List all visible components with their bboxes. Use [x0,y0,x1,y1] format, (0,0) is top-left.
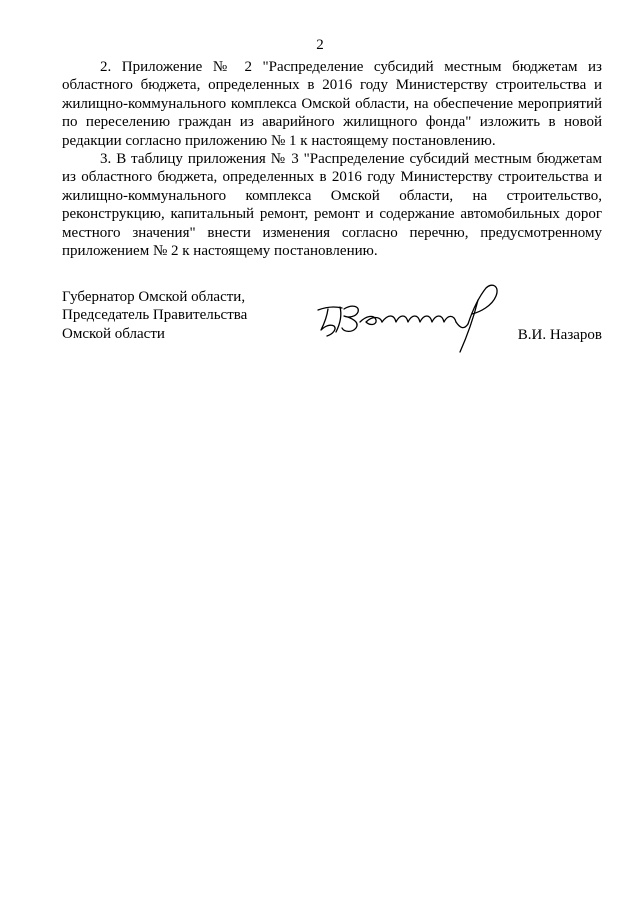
signer-title-line: Омской области [62,325,165,342]
document-body [62,58,602,260]
signature-stroke [456,322,468,328]
signer-title [62,288,247,343]
signature-block [62,288,602,368]
signature-stroke [342,306,358,331]
signature-stroke [460,300,478,352]
signature-stroke [318,307,342,310]
handwritten-signature [314,282,510,362]
signature-stroke [382,316,456,322]
signer-title-line: Председатель Правительства [62,307,248,324]
paragraph-item-2: 2. Приложение № 2 "Распределение субсидий местным бюджетам из областного бюджета, определенных в 2016 году Министерству строительства и жилищно-коммунального комплекса Омской области, на обеспечение мероприятий по переселению граждан из аварийного жилищного фонда" изложить в новой редакции согласно приложению № 1 к настоящему постановлению. [62,59,602,149]
paragraph-item-3: 3. В таблицу приложения № 3 "Распределение субсидий местным бюджетам из областного бюджета, определенных в 2016 году Министерству строительства и жилищно-коммунального комплекса Омской области, на строительство, реконструкцию, капитальный ремонт, ремонт и содержание автомобильных дорог местного значения" внести изменения согласно перечню, предусмотренному приложением № 2 к настоящему постановлению. [62,151,602,260]
signer-name: В.И. Назаров [517,327,602,343]
signature-stroke [360,316,382,324]
signature-stroke [321,309,335,336]
page-number: 2 [316,37,324,53]
signature-stroke [336,307,341,332]
signer-title-line: Губернатор Омской области, [62,289,246,305]
